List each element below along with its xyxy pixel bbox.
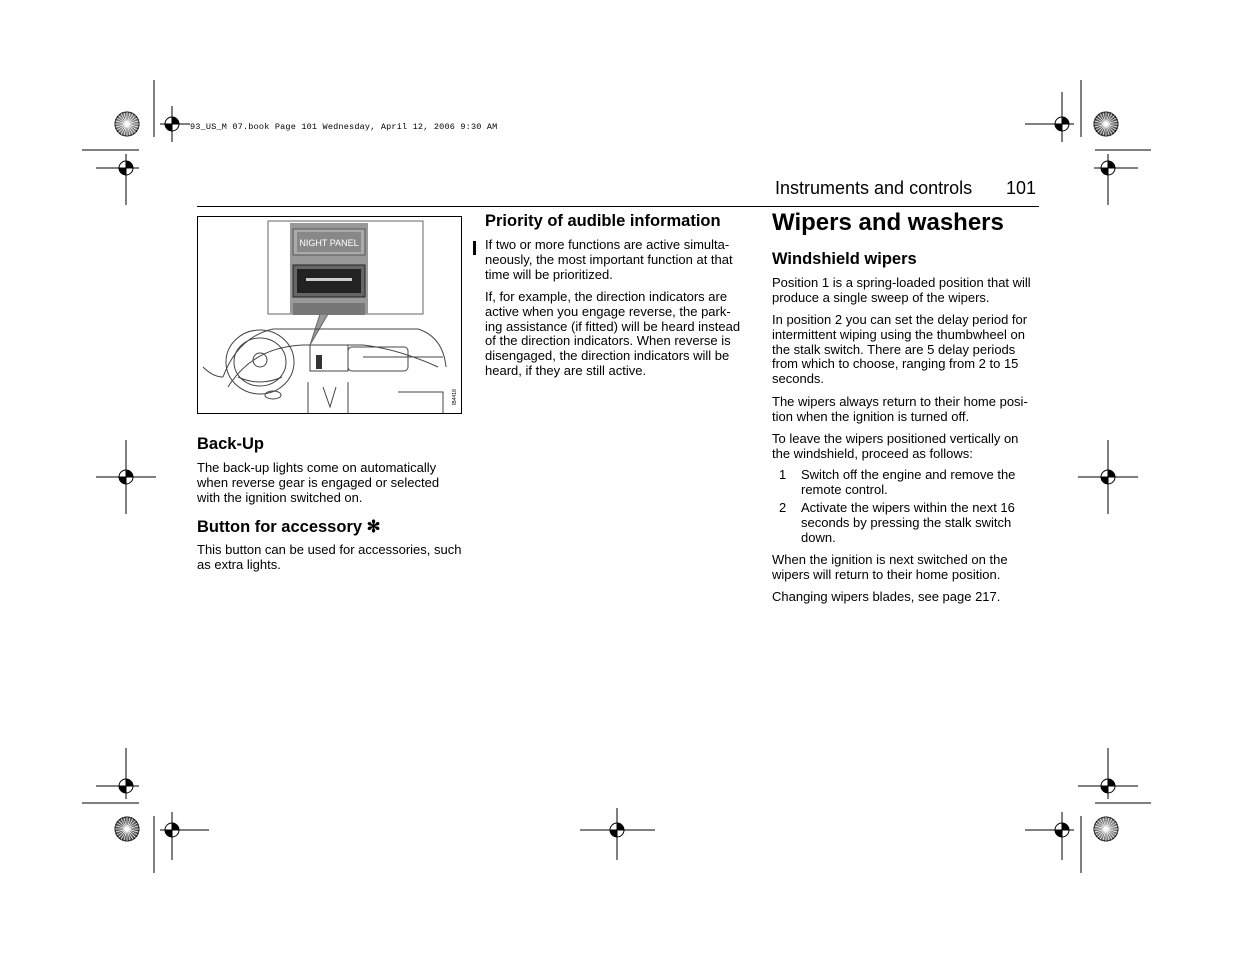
- wipers-text-4: To leave the wipers positioned vertically on the windshield, proceed as follows:: [772, 431, 1019, 461]
- wipers-text-6: Changing wipers blades, see page 217.: [772, 589, 1001, 604]
- step-number: 1: [779, 467, 787, 482]
- priority-text-2: If, for example, the direction indicators are active when you engage reverse, the park- ing assistance (if fitted) will be heard instead of the direction indicators. When reverse is disengaged, the direction indicators will be heard, if they are still active.: [485, 289, 741, 378]
- slug-line: 93_US_M 07.book Page 101 Wednesday, April 12, 2006 9:30 AM: [190, 122, 498, 132]
- priority-text-1: If two or more functions are active simulta- neously, the most important function at that time will be prioritized.: [485, 237, 733, 282]
- backup-heading: Back-Up: [197, 435, 264, 453]
- windshield-wipers-heading: Windshield wipers: [772, 250, 917, 268]
- wipers-text-2: In position 2 you can set the delay period for intermittent wiping using the thumbwheel on the stalk switch. There are 5 delay periods from which to choose, ranging from 2 to 15 seconds.: [772, 312, 1028, 387]
- header-rule: [197, 206, 1039, 207]
- night-panel-label: NIGHT PANEL: [299, 238, 359, 248]
- running-header-section: Instruments and controls: [775, 178, 973, 198]
- step-text: Activate the wipers within the next 16 seconds by pressing the stalk switch down.: [801, 500, 1015, 545]
- wipers-text-3: The wipers always return to their home posi- tion when the ignition is turned off.: [772, 394, 1028, 424]
- step-text: Switch off the engine and remove the remote control.: [801, 467, 1016, 497]
- change-bar: [473, 241, 476, 255]
- wipers-text-5: When the ignition is next switched on the wipers will return to their home position.: [772, 552, 1008, 582]
- figure-code: IB4418: [452, 389, 458, 405]
- step-number: 2: [779, 500, 787, 515]
- priority-heading: Priority of audible information: [485, 212, 721, 230]
- backup-text: The back-up lights come on automatically when reverse gear is engaged or selected with the ignition switched on.: [197, 460, 440, 505]
- wipers-text-1: Position 1 is a spring-loaded position that will produce a single sweep of the wipers.: [772, 275, 1031, 305]
- accessory-heading: Button for accessory ✻: [197, 518, 381, 536]
- dashboard-figure: [197, 216, 462, 414]
- page-number: 101: [1006, 178, 1037, 198]
- section-title: Wipers and washers: [772, 209, 1004, 236]
- accessory-text: This button can be used for accessories, such as extra lights.: [197, 542, 462, 572]
- dashboard-illustration: [198, 217, 461, 413]
